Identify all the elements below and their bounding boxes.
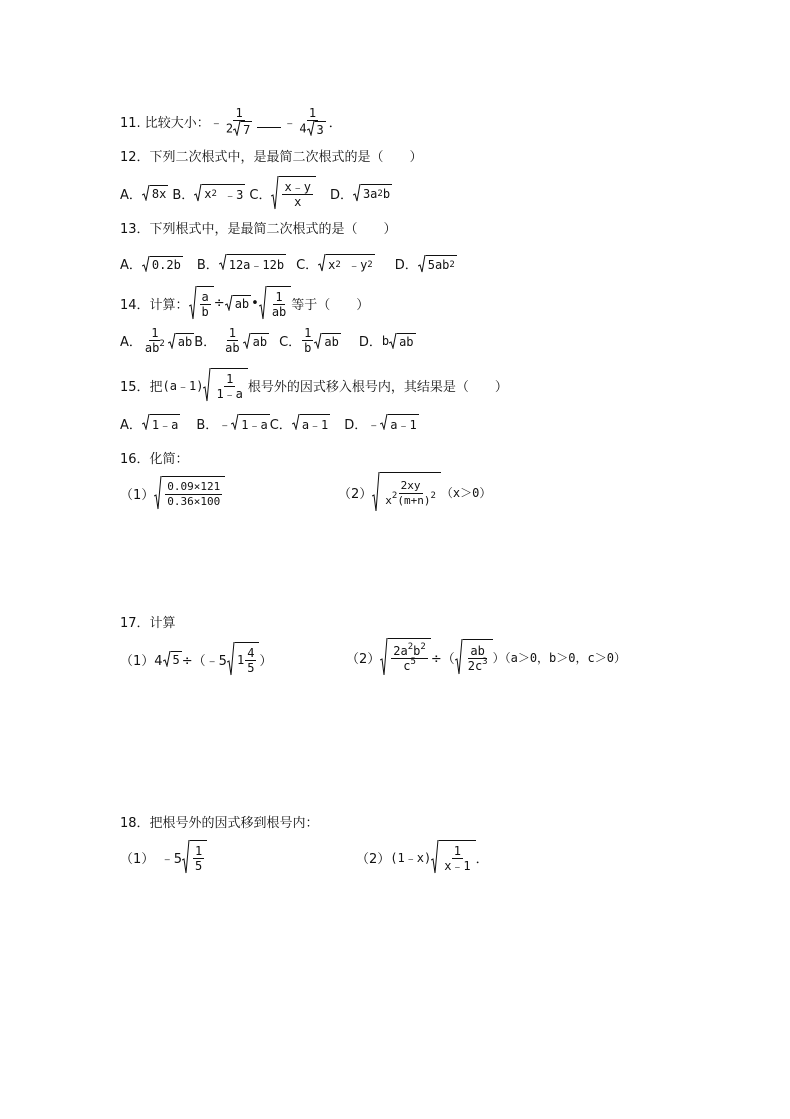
q13-option-b: B． <box>196 258 219 273</box>
math-text: 根号外的因式移入根号内，其结果是（ ） <box>247 379 508 395</box>
exponent: 5 <box>410 656 416 667</box>
square-root <box>189 286 214 320</box>
math-text <box>227 642 235 675</box>
radicand: x 2 ﹣3 <box>202 184 245 203</box>
numerator: 2xy <box>400 478 421 492</box>
denominator: x <box>294 194 302 209</box>
math-text: ． <box>328 116 342 131</box>
q12-option-b: B． <box>172 187 195 203</box>
q12-option-a: A． <box>120 187 142 203</box>
radicand <box>439 840 475 874</box>
square-root <box>307 121 326 137</box>
math-text: b <box>413 643 421 658</box>
square-root <box>233 121 252 137</box>
math-text <box>431 840 439 873</box>
radical-sign-icon <box>389 333 397 349</box>
numerator: 1 <box>308 106 317 120</box>
math-text: （2） <box>356 851 391 867</box>
radical-sign-icon <box>227 642 235 676</box>
square-root <box>142 185 168 201</box>
square-root <box>231 414 269 433</box>
radicand <box>267 286 291 320</box>
math-text <box>163 651 171 666</box>
square-root <box>225 295 251 311</box>
denominator: ab <box>225 341 240 355</box>
fraction <box>383 479 438 508</box>
square-root <box>142 256 183 272</box>
q13-options <box>120 254 457 273</box>
math-text: 2 <box>225 121 234 136</box>
q15-option-a: A． <box>120 418 142 433</box>
math-text: ） <box>259 653 273 669</box>
denominator: ab <box>271 304 287 319</box>
fraction <box>165 480 222 509</box>
radical-sign-icon <box>431 840 439 874</box>
numerator: 1 <box>151 326 159 340</box>
q14-option-d: D． <box>358 335 382 350</box>
square-root <box>227 642 259 676</box>
q11-fraction-left <box>224 106 254 137</box>
radicand: x 2 ﹣y 2 <box>326 254 375 273</box>
math-text: ÷ <box>213 295 225 311</box>
math-text <box>231 414 239 429</box>
fraction <box>391 641 428 673</box>
q12-stem: 12．下列二次根式中，是最简二次根式的是（ ） <box>120 150 423 165</box>
math-text: 3a <box>362 187 378 201</box>
square-root <box>418 255 457 273</box>
radicand: 0.2b <box>151 257 181 272</box>
q13-option-c: C． <box>296 258 319 273</box>
radical-sign-icon <box>380 638 388 676</box>
radical-sign-icon <box>189 286 197 320</box>
math-text <box>372 472 380 511</box>
numerator: 0.09×121 <box>167 479 221 493</box>
square-root <box>163 651 182 667</box>
radical-sign-icon <box>380 414 388 430</box>
exponent: 2 <box>391 490 398 501</box>
math-text <box>292 414 300 429</box>
denominator <box>466 656 490 673</box>
math-text <box>353 184 361 201</box>
denominator: 0.36×100 <box>167 494 221 508</box>
denominator: 5 <box>195 858 203 873</box>
comparison-blank <box>257 115 281 128</box>
math-text <box>142 414 150 429</box>
square-root <box>194 184 245 203</box>
math-text: （2） <box>346 651 381 667</box>
square-root <box>182 840 207 874</box>
radicand: 1﹣a <box>150 414 180 433</box>
fraction <box>270 290 288 319</box>
radicand <box>190 840 207 874</box>
denominator: x﹣1 <box>444 858 471 873</box>
numerator: x﹣y <box>284 179 311 194</box>
math-text <box>189 286 197 319</box>
question-14 <box>120 286 369 320</box>
q15-option-b: B．﹣ <box>196 418 232 433</box>
radical-sign-icon <box>307 121 315 136</box>
radical-sign-icon <box>271 176 279 210</box>
math-text: 2a <box>393 643 408 658</box>
square-root <box>431 840 475 874</box>
radical-sign-icon <box>168 333 176 349</box>
fraction <box>302 326 313 355</box>
square-root <box>455 639 493 675</box>
radicand: 7 <box>243 123 251 137</box>
radicand: 3 <box>316 123 324 137</box>
radicand: ab <box>252 334 268 349</box>
math-text: (a﹣1) <box>162 378 204 393</box>
radical-sign-icon <box>219 254 227 270</box>
denominator: b <box>201 304 209 319</box>
math-text: ）（a＞0，b＞0，c＞0） <box>492 650 626 665</box>
q17-part-2 <box>346 638 626 676</box>
q14-options <box>120 326 416 355</box>
numerator: 1 <box>453 843 462 858</box>
numerator: 1 <box>275 289 283 304</box>
radicand <box>388 638 431 676</box>
math-text <box>168 333 176 348</box>
math-text <box>318 254 326 271</box>
numerator: 1 <box>235 106 243 120</box>
math-text <box>233 121 241 135</box>
q12-option-c: C． <box>249 187 272 203</box>
q11-fraction-right <box>297 106 327 137</box>
math-text: （2） <box>338 486 373 502</box>
radicand: 8x <box>151 187 167 201</box>
math-text <box>219 254 227 269</box>
math-text <box>142 185 150 200</box>
fraction <box>223 326 241 355</box>
math-text: b <box>382 187 391 201</box>
radical-sign-icon <box>353 184 361 202</box>
radicand: 12a﹣12b <box>227 254 286 273</box>
radicand <box>197 286 214 320</box>
radicand <box>162 476 225 510</box>
numerator: 1 <box>228 326 236 340</box>
math-text <box>307 121 315 135</box>
q15-options <box>120 414 419 433</box>
math-text <box>154 476 162 509</box>
square-root <box>243 333 269 349</box>
radicand: 5 <box>172 653 180 667</box>
q16-part-2 <box>338 472 491 512</box>
q14-option-b: B． <box>194 335 217 350</box>
math-text: (1﹣x) <box>390 850 432 865</box>
radical-sign-icon <box>163 651 171 667</box>
fraction <box>143 326 167 355</box>
radical-sign-icon <box>292 414 300 430</box>
radicand: ab <box>177 334 193 349</box>
radical-sign-icon <box>225 295 233 311</box>
math-text: （1） ﹣5 <box>120 851 183 867</box>
fraction <box>193 844 204 873</box>
exponent: 2 <box>430 490 436 501</box>
math-text: 2c <box>467 658 483 673</box>
denominator: b <box>304 341 312 355</box>
radical-sign-icon <box>372 472 380 512</box>
exponent: 2 <box>159 339 165 349</box>
math-text: ﹣ <box>283 116 297 131</box>
numerator: 4 <box>247 645 255 660</box>
math-text: ab <box>144 341 160 355</box>
square-root <box>372 472 441 512</box>
q17-part-1 <box>120 642 272 676</box>
math-text: ﹣y <box>348 258 368 272</box>
radical-sign-icon <box>455 639 463 675</box>
math-text <box>182 840 190 873</box>
q16-part-1 <box>120 476 225 510</box>
q15-stem: 15．把 <box>120 379 163 395</box>
radical-sign-icon <box>194 184 202 202</box>
math-text <box>194 184 202 201</box>
math-text: 4 <box>299 121 307 136</box>
q17-stem: 17．计算 <box>120 616 176 631</box>
square-root <box>142 414 180 433</box>
question-11 <box>120 106 342 137</box>
q14-option-a: A． <box>120 335 142 350</box>
denominator: 1﹣a <box>216 386 243 401</box>
q12-option-d: D． <box>329 187 353 203</box>
math-text <box>142 256 150 271</box>
math-text <box>203 368 211 401</box>
q15-option-c: C． <box>269 418 292 433</box>
square-root <box>314 333 340 349</box>
radicand: a﹣1 <box>300 414 330 433</box>
radicand: ab <box>234 297 250 311</box>
square-root <box>203 368 247 402</box>
square-root <box>154 476 225 510</box>
q18-part-1 <box>120 840 207 874</box>
q18-part-2 <box>356 840 489 874</box>
denominator <box>224 121 254 137</box>
q14-stem: 14．计算： <box>120 297 189 313</box>
math-text <box>271 176 279 209</box>
q18-stem: 18．把根号外的因式移到根号内： <box>120 816 319 831</box>
math-text: c <box>403 658 411 673</box>
radicand: ab <box>399 334 414 349</box>
fraction <box>442 844 472 873</box>
q13-stem: 13．下列根式中，是最简二次根式的是（ ） <box>120 222 397 237</box>
math-text: • <box>251 295 259 311</box>
math-text: x <box>204 187 212 201</box>
math-text: (m+n) <box>397 493 431 507</box>
square-root <box>353 184 392 202</box>
math-text: ． <box>475 851 489 867</box>
numerator: 1 <box>195 843 203 858</box>
math-text: b <box>381 333 390 348</box>
radical-sign-icon <box>142 185 150 201</box>
radical-sign-icon <box>142 256 150 272</box>
math-text: （1）4 <box>120 653 163 669</box>
numerator: 1 <box>304 326 312 340</box>
radical-sign-icon <box>233 121 241 136</box>
radical-sign-icon <box>314 333 322 349</box>
radical-sign-icon <box>418 255 426 273</box>
radicand: ab <box>324 334 339 349</box>
question-17 <box>120 612 176 631</box>
question-16 <box>120 448 189 467</box>
math-text: ÷（﹣5 <box>181 653 227 669</box>
square-root <box>292 414 330 433</box>
radicand: 3a 2 b <box>361 184 392 202</box>
math-text: ﹣3 <box>224 187 244 202</box>
math-text: x <box>385 493 392 507</box>
math-text: 等于（ ） <box>291 297 370 313</box>
radical-sign-icon <box>259 286 267 320</box>
math-text: 1 <box>236 653 245 667</box>
q14-option-c: C． <box>279 335 302 350</box>
square-root <box>168 333 194 349</box>
radicand <box>380 472 441 512</box>
math-text <box>225 295 233 310</box>
numerator: 1 <box>226 371 234 386</box>
math-text <box>380 414 388 429</box>
square-root <box>219 254 286 273</box>
radicand <box>235 642 259 676</box>
q13-option-d: D． <box>394 258 418 273</box>
math-text <box>259 286 267 319</box>
math-text: （x＞0） <box>440 485 492 500</box>
fraction <box>200 290 211 319</box>
q13-option-a: A． <box>120 258 142 273</box>
denominator <box>401 656 418 673</box>
question-12 <box>120 146 423 165</box>
math-text <box>243 333 251 348</box>
square-root <box>318 254 375 273</box>
radical-sign-icon <box>182 840 190 874</box>
math-text <box>455 639 463 674</box>
question-13 <box>120 218 397 237</box>
math-text: 5ab <box>427 257 450 272</box>
math-text: （1） <box>120 487 155 503</box>
math-text: ﹣ <box>209 116 223 131</box>
math-text <box>418 255 426 272</box>
denominator: 5 <box>247 660 255 675</box>
q16-stem: 16．化简： <box>120 452 189 467</box>
radical-sign-icon <box>243 333 251 349</box>
question-15 <box>120 368 508 402</box>
q15-option-d: D．﹣ <box>344 418 381 433</box>
radicand: 5ab 2 <box>426 255 457 273</box>
square-root <box>259 286 291 320</box>
denominator <box>143 341 167 355</box>
math-text <box>314 333 322 348</box>
denominator <box>297 121 327 137</box>
square-root <box>380 414 418 433</box>
square-root <box>380 638 431 676</box>
numerator: ab <box>470 643 485 658</box>
fraction <box>214 372 244 401</box>
radicand <box>463 639 493 675</box>
radicand: 1﹣a <box>239 414 269 433</box>
exponent: 2 <box>407 641 414 652</box>
math-text <box>389 333 397 348</box>
radicand <box>211 368 247 402</box>
radical-sign-icon <box>231 414 239 430</box>
radical-sign-icon <box>203 368 211 402</box>
square-root <box>389 333 415 349</box>
q12-options <box>120 176 392 210</box>
math-text <box>380 638 388 675</box>
q11-stem: 11. 比较大小： <box>120 116 210 131</box>
question-18 <box>120 812 319 831</box>
radical-sign-icon <box>142 414 150 430</box>
radicand: a﹣1 <box>388 414 418 433</box>
fraction <box>282 180 312 209</box>
numerator: a <box>201 289 209 304</box>
denominator <box>383 490 438 508</box>
fraction <box>245 646 256 675</box>
radical-sign-icon <box>318 254 326 272</box>
math-text: ÷（ <box>430 651 455 667</box>
fraction <box>466 644 490 673</box>
radical-sign-icon <box>154 476 162 510</box>
square-root <box>271 176 315 210</box>
radicand <box>279 176 315 210</box>
exponent: 2 <box>420 641 426 652</box>
exponent: 3 <box>482 656 488 667</box>
math-text: x <box>328 257 336 272</box>
